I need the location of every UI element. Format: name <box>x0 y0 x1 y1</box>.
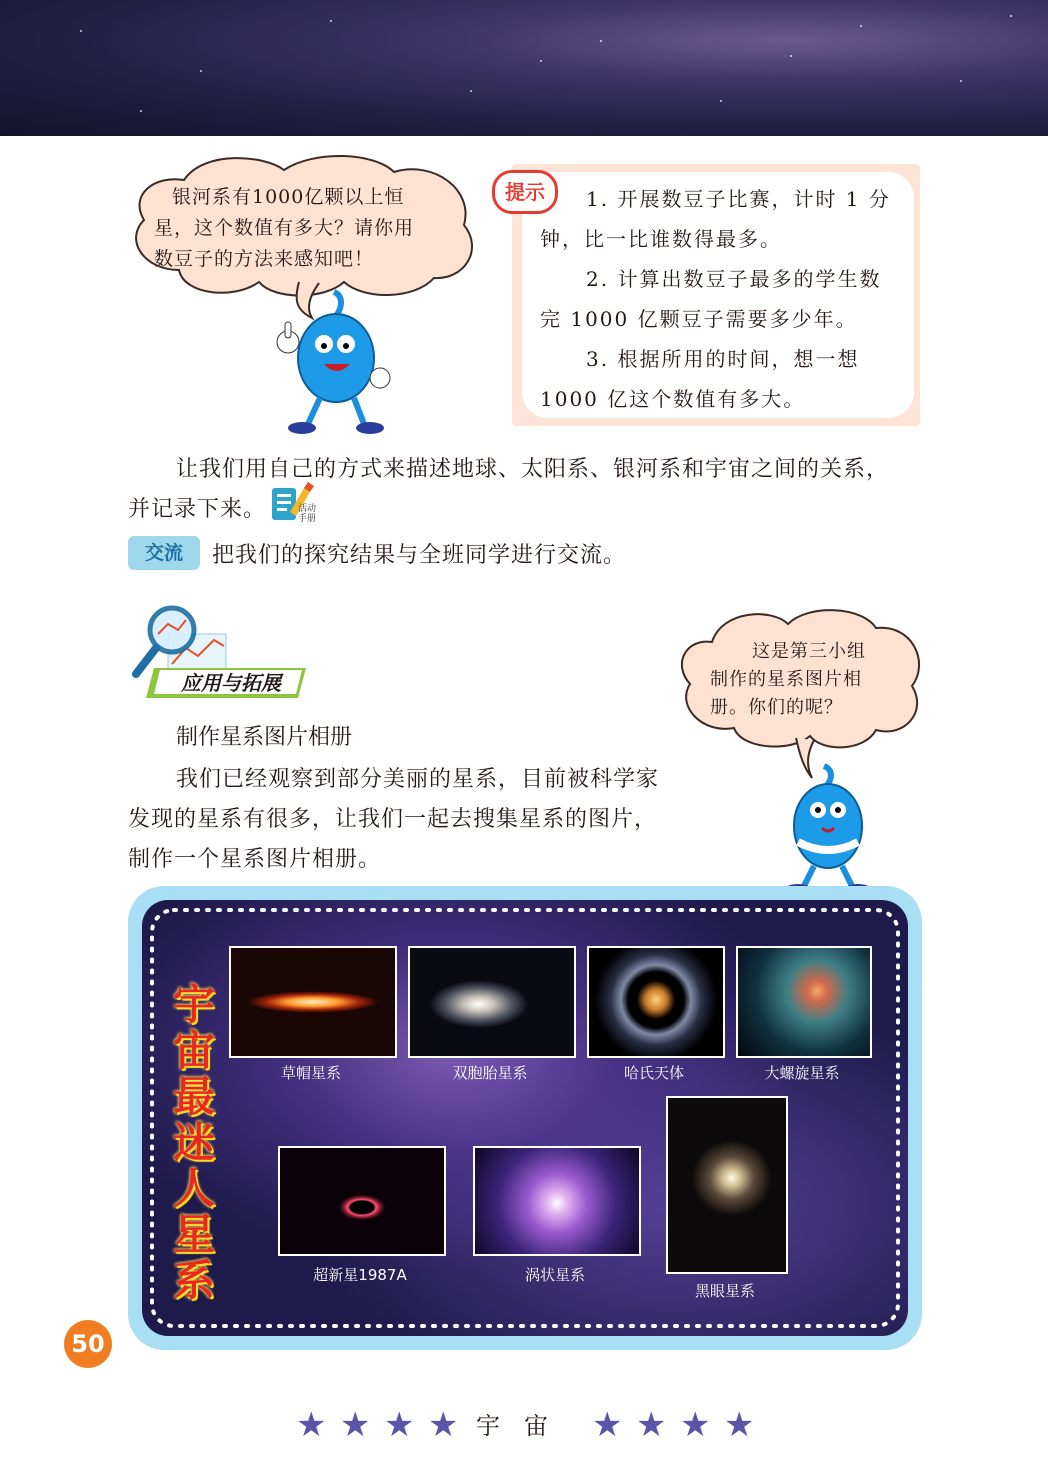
footer-star-icon: ★ <box>384 1405 415 1445</box>
bubble-1-line-1: 银河系有1000亿颗以上恒 <box>172 186 405 208</box>
sombrero-galaxy-image <box>229 946 397 1058</box>
caption-supernova: 超新星1987A <box>313 1266 407 1284</box>
caption-grand-spiral: 大螺旋星系 <box>764 1064 840 1082</box>
section-subtitle: 制作星系图片相册 <box>176 725 353 750</box>
handbook-label: 活动 手册 <box>298 504 317 524</box>
body-line-1: 让我们用自己的方式来描述地球、太阳系、银河系和宇宙之间的关系， <box>176 457 890 482</box>
footer-star-icon: ★ <box>428 1405 459 1445</box>
caption-hoag: 哈氏天体 <box>623 1064 684 1082</box>
bubble-1-line-3: 数豆子的方法来感知吧！ <box>154 248 375 270</box>
mascot-arms-crossed <box>776 762 880 900</box>
hint-tag: 提示 <box>492 170 558 214</box>
hint-line-1: 1. 开展数豆子比赛，计时 1 分 <box>586 187 891 211</box>
hoag-object-image <box>587 946 725 1058</box>
footer-star-icon: ★ <box>636 1405 667 1445</box>
footer-title: 宇宙 <box>476 1412 572 1440</box>
hint-line-3: 2. 计算出数豆子最多的学生数 <box>586 267 882 291</box>
section-para-1: 我们已经观察到部分美丽的星系，目前被科学家 <box>176 767 660 792</box>
footer-star-icon: ★ <box>296 1405 327 1445</box>
hint-line-5: 3. 根据所用的时间，想一想 <box>586 347 860 371</box>
bubble-2-line-1: 这是第三小组 <box>752 641 866 662</box>
caption-black-eye: 黑眼星系 <box>694 1282 755 1300</box>
hint-line-4: 完 1000 亿颗豆子需要多少年。 <box>540 307 858 331</box>
footer-star-icon: ★ <box>592 1405 623 1445</box>
exchange-text: 把我们的探究结果与全班同学进行交流。 <box>212 543 627 568</box>
whirlpool-galaxy-image <box>473 1146 641 1256</box>
caption-whirlpool: 涡状星系 <box>524 1266 585 1284</box>
space-banner <box>0 0 1048 136</box>
hint-line-6: 1000 亿这个数值有多大。 <box>540 387 806 411</box>
caption-sombrero: 草帽星系 <box>280 1064 341 1082</box>
mascot-pointing <box>262 286 402 438</box>
twin-galaxy-image <box>408 946 576 1058</box>
body-line-2: 并记录下来。 <box>128 497 267 522</box>
section-title: 应用与拓展 <box>181 671 281 695</box>
footer-star-icon: ★ <box>340 1405 371 1445</box>
section-para-2: 发现的星系有很多，让我们一起去搜集星系的图片， <box>128 807 658 832</box>
footer-star-icon: ★ <box>680 1405 711 1445</box>
bubble-1-line-2: 星，这个数值有多大？请你用 <box>154 217 415 239</box>
bubble-2-line-2: 制作的星系图片相 <box>710 669 862 690</box>
supernova-image <box>278 1146 446 1256</box>
footer-star-icon: ★ <box>724 1405 755 1445</box>
section-para-3: 制作一个星系图片相册。 <box>128 847 382 872</box>
hint-line-2: 钟，比一比谁数得最多。 <box>540 227 782 251</box>
caption-twin: 双胞胎星系 <box>452 1064 528 1082</box>
bubble-2-line-3: 册。你们的呢？ <box>710 697 843 718</box>
grand-spiral-image <box>736 946 872 1058</box>
album-vertical-title: 宇宙最迷人星系 <box>172 980 215 1305</box>
page-number: 50 <box>64 1320 112 1368</box>
black-eye-galaxy-image <box>666 1096 788 1274</box>
exchange-tag: 交流 <box>128 536 200 570</box>
